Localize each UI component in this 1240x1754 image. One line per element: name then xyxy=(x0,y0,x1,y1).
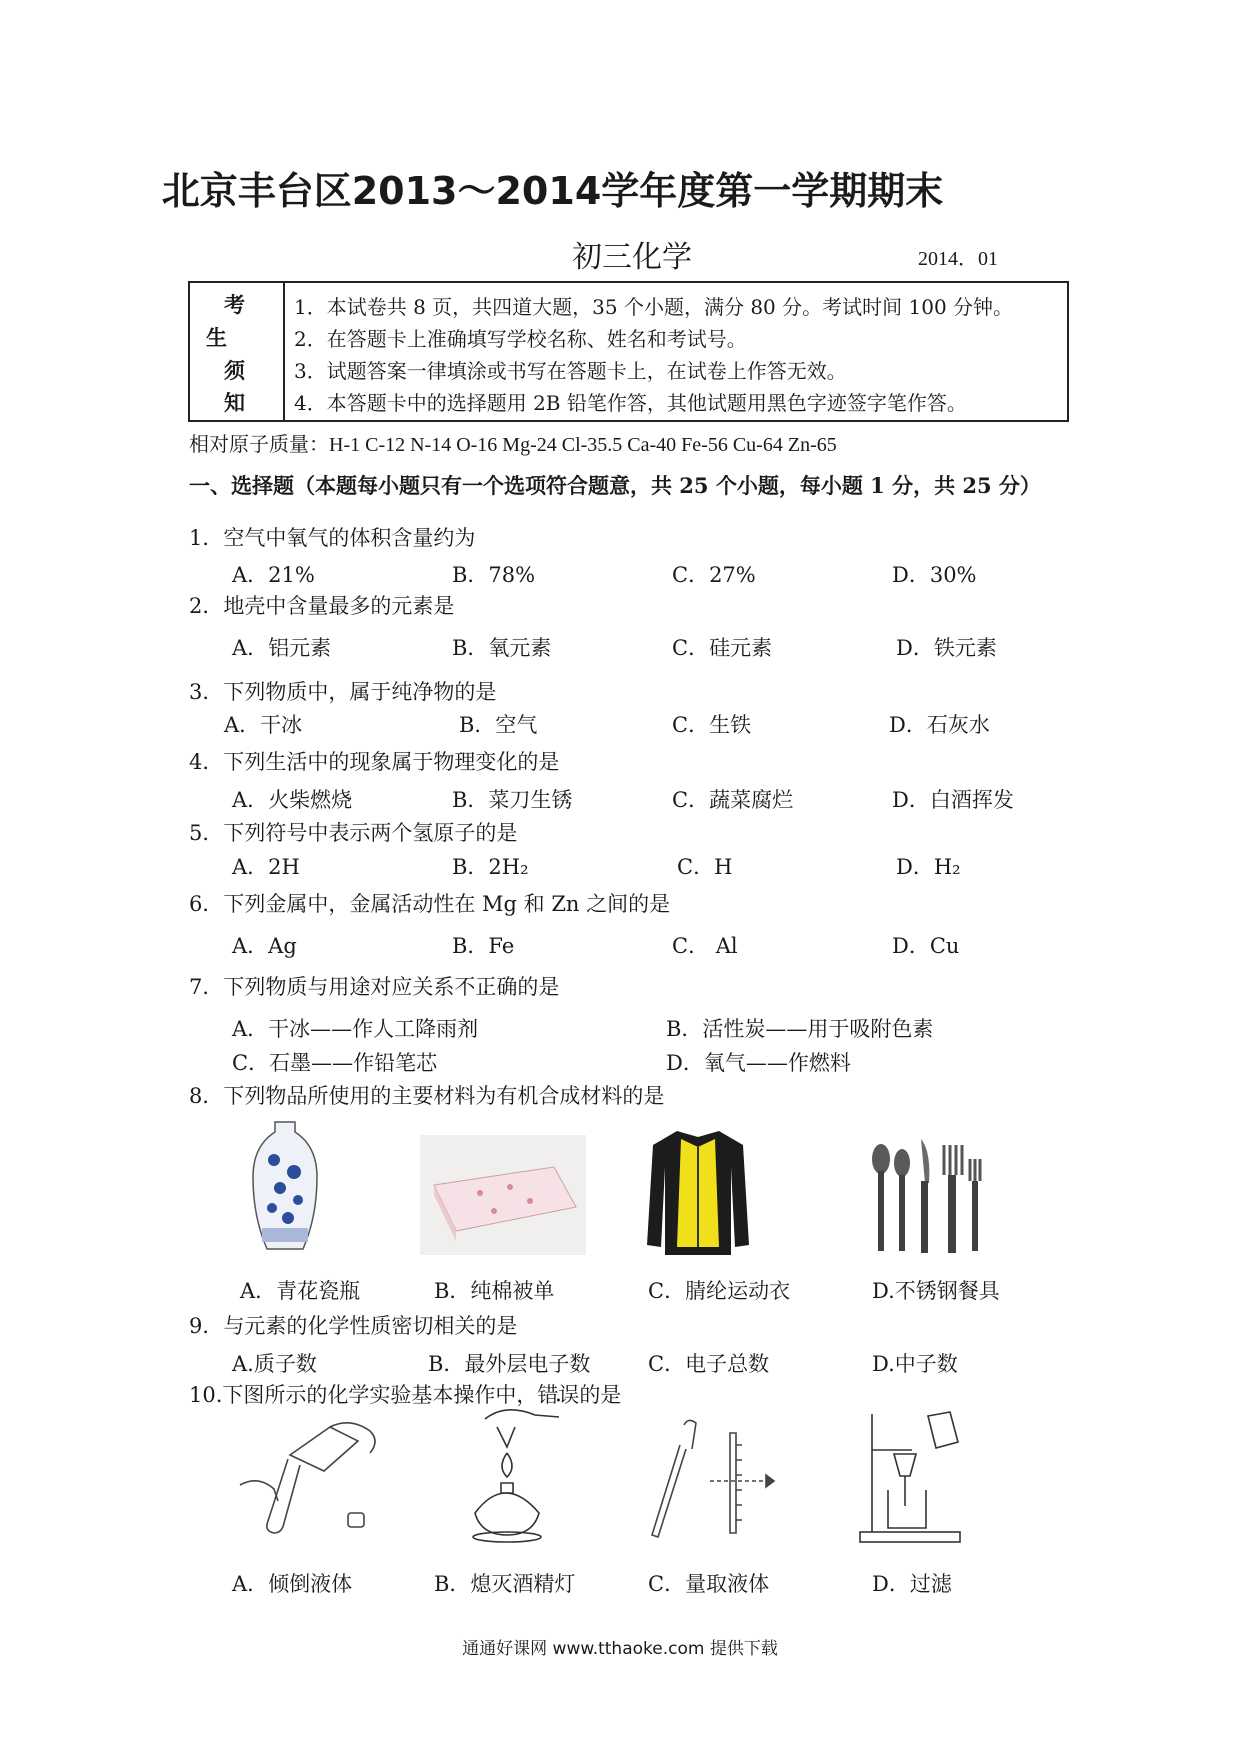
pouring-liquid-image xyxy=(230,1415,385,1540)
cotton-sheet-image xyxy=(420,1135,586,1255)
option-a: A．倾倒液体 xyxy=(232,1572,353,1596)
option-b: B．2H₂ xyxy=(452,855,529,879)
extinguish-lamp-image xyxy=(455,1405,560,1545)
notice-label-char: 须 xyxy=(224,358,245,383)
option-d: D．过滤 xyxy=(872,1572,952,1596)
section-heading: 一、选择题（本题每小题只有一个选项符合题意，共 25 个小题，每小题 1 分，共 25 分） xyxy=(189,473,1041,498)
option-b: B．Fe xyxy=(452,934,515,958)
footer-source: 通通好课网 www.tthaoke.com 提供下载 xyxy=(462,1639,778,1659)
option-d: D.不锈钢餐具 xyxy=(872,1279,1000,1303)
option-c: C．硅元素 xyxy=(672,636,773,660)
option-d: D．石灰水 xyxy=(889,713,990,737)
sports-jacket-image xyxy=(647,1127,749,1255)
option-d: D．30% xyxy=(892,563,977,587)
notice-label-char: 考 xyxy=(224,292,245,317)
option-d: D．白酒挥发 xyxy=(892,788,1014,812)
option-d: D．氧气——作燃料 xyxy=(666,1051,851,1075)
option-c: C．生铁 xyxy=(672,713,752,737)
option-b: B．最外层电子数 xyxy=(428,1352,591,1376)
option-a: A．干冰——作人工降雨剂 xyxy=(232,1017,479,1041)
option-b: B．菜刀生锈 xyxy=(452,788,573,812)
exam-date: 2014．01 xyxy=(918,248,998,270)
option-b: B．活性炭——用于吸附色素 xyxy=(666,1017,934,1041)
notice-line: 2．在答题卡上准确填写学校名称、姓名和考试号。 xyxy=(294,327,747,351)
question-stem: 2．地壳中含量最多的元素是 xyxy=(189,594,455,618)
option-a: A．青花瓷瓶 xyxy=(240,1279,361,1303)
option-b: B．78% xyxy=(452,563,536,587)
option-c: C．电子总数 xyxy=(648,1352,770,1376)
option-c: C．量取液体 xyxy=(648,1572,770,1596)
porcelain-vase-image xyxy=(250,1120,320,1255)
question-stem-emphasis: 不正确 xyxy=(454,975,518,999)
option-c: C．27% xyxy=(672,563,756,587)
option-a: A.质子数 xyxy=(232,1352,317,1376)
question-stem-pre: 10.下图所示的化学实验基本操作中， xyxy=(189,1383,538,1407)
option-d: D．铁元素 xyxy=(896,636,997,660)
option-b: B．空气 xyxy=(459,713,538,737)
option-a: A．2H xyxy=(232,855,300,879)
notice-label-char: 知 xyxy=(224,390,245,415)
question-stem: 5．下列符号中表示两个氢原子的是 xyxy=(189,821,518,845)
option-c: C．蔬菜腐烂 xyxy=(672,788,794,812)
option-d: D．Cu xyxy=(892,934,960,958)
question-stem: 1．空气中氧气的体积含量约为 xyxy=(189,526,476,550)
notice-line: 4．本答题卡中的选择题用 2B 铅笔作答，其他试题用黑色字迹签字笔作答。 xyxy=(294,391,967,415)
option-b: B．熄灭酒精灯 xyxy=(434,1572,576,1596)
measure-liquid-image xyxy=(640,1415,780,1545)
question-stem: 6．下列金属中，金属活动性在 Mg 和 Zn 之间的是 xyxy=(189,892,671,916)
option-d: D．H₂ xyxy=(896,855,961,879)
notice-line: 3．试题答案一律填涂或书写在答题卡上，在试卷上作答无效。 xyxy=(294,359,847,383)
option-a: A．Ag xyxy=(232,934,297,958)
question-stem-emphasis: 错误 xyxy=(537,1383,580,1407)
option-a: A．铝元素 xyxy=(232,636,332,660)
option-c: C．H xyxy=(677,855,733,879)
option-d: D.中子数 xyxy=(872,1352,958,1376)
option-a: A．干冰 xyxy=(224,713,303,737)
question-stem: 8．下列物品所使用的主要材料为有机合成材料的是 xyxy=(189,1084,665,1108)
option-b: B．氧元素 xyxy=(452,636,552,660)
option-c: C．腈纶运动衣 xyxy=(648,1279,791,1303)
question-stem xyxy=(189,971,559,1001)
notice-label-column xyxy=(190,283,285,420)
page-title: 北京丰台区2013～2014学年度第一学期期末 xyxy=(161,169,944,213)
notice-line: 1．本试卷共 8 页，共四道大题，35 个小题，满分 80 分。考试时间 100 分钟。 xyxy=(294,295,1014,319)
option-a: A．火柴燃烧 xyxy=(232,788,353,812)
question-stem-pre: 7．下列物质与用途对应关系 xyxy=(189,975,455,999)
notice-label-char: 生 xyxy=(206,325,227,350)
question-stem-post: 的是 xyxy=(579,1383,622,1407)
question-stem: 4．下列生活中的现象属于物理变化的是 xyxy=(189,750,560,774)
option-c: C． Al xyxy=(672,934,738,958)
exam-notice-box xyxy=(188,281,1069,422)
option-a: A．21% xyxy=(232,563,315,587)
question-stem-post: 的是 xyxy=(517,975,560,999)
option-b: B．纯棉被单 xyxy=(434,1279,555,1303)
relative-atomic-masses: 相对原子质量：H-1 C-12 N-14 O-16 Mg-24 Cl-35.5 Ca-40 Fe-56 Cu-64 Zn-65 xyxy=(189,434,837,456)
steel-tableware-image xyxy=(866,1135,996,1255)
option-c: C．石墨——作铅笔芯 xyxy=(232,1051,438,1075)
page-subtitle: 初三化学 xyxy=(572,240,692,275)
filtration-image xyxy=(858,1410,968,1545)
question-stem: 9．与元素的化学性质密切相关的是 xyxy=(189,1314,518,1338)
question-stem: 3．下列物质中，属于纯净物的是 xyxy=(189,680,497,704)
